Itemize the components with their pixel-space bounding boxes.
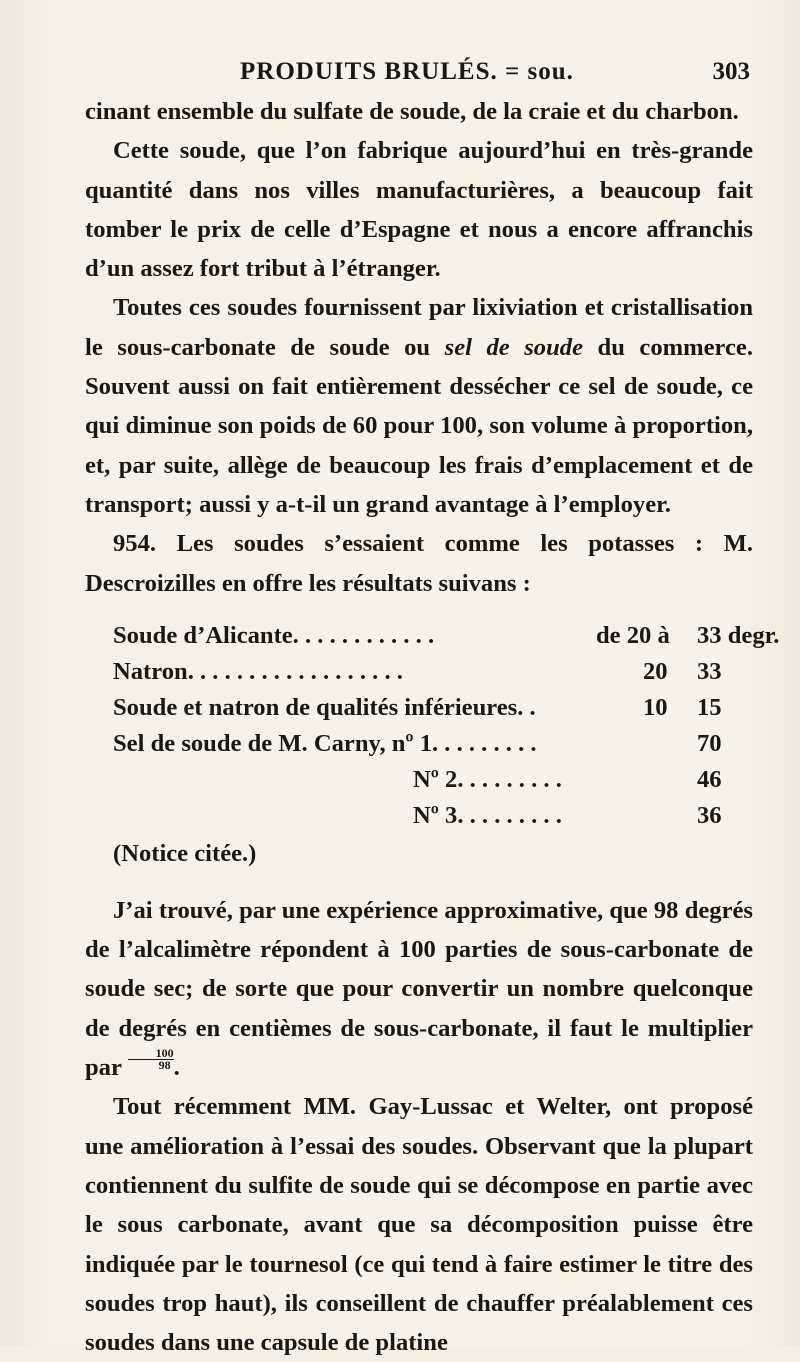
row-to: 33 [697, 657, 722, 685]
row-to: 70 [697, 729, 722, 757]
paragraph-3 [85, 288, 753, 524]
fraction-denominator: 98 [158, 1058, 171, 1073]
row-from: 10 [643, 693, 668, 721]
running-title: PRODUITS BRULÉS. = sou. [240, 58, 574, 85]
paragraph-1: cinant ensemble du sulfate de soude, de la craie et du charbon. [85, 98, 739, 125]
fraction [128, 1048, 174, 1071]
paragraph-5-end: . [173, 1054, 180, 1082]
paragraph-3-text-a: Toutes ces soudes fournissent par lixiviation et cristallisation le sous-carbonate de soude ou [85, 294, 753, 361]
row-label: Soude d’Alicante. . . . . . . . . . . . [113, 621, 435, 649]
row-label: Nº 2. . . . . . . . . [413, 765, 562, 793]
paragraph-3-text-b: du commerce. Souvent aussi on fait entièrement dessécher ce sel de soude, ce qui diminue son poids de 60 pour 100, son volume à proportion, et, par suite, allège de beaucoup les frais d’emplacement et de transport; aussi y a-t-il un grand avantage à l’employer. [85, 333, 753, 518]
row-label: Soude et natron de qualités inférieures. . [113, 693, 536, 721]
page-body [85, 92, 780, 1362]
paragraph-3-emphasis: sel de soude [444, 333, 583, 361]
row-from: de 20 à [596, 621, 670, 649]
row-label: Natron. . . . . . . . . . . . . . . . . . [113, 657, 403, 685]
paragraph-2: Cette soude, que l’on fabrique aujourd’hui en très-grande quantité dans nos villes manufacturières, a beaucoup fait tomber le prix de celle d’Espagne et nous a encore affranchis d’un assez fort tribut à l’étranger. [85, 137, 753, 283]
results-table [85, 616, 780, 871]
page-number: 303 [712, 58, 750, 85]
fraction-numerator: 100 [128, 1048, 174, 1060]
paragraph-5-text: J’ai trouvé, par une expérience approximative, que 98 degrés de l’alcalimètre répondent à 100 parties de sous-carbonate de soude sec; de sorte que pour convertir un nombre quelconque de degrés en centièmes de sous-carbonate, il faut le multiplier par [85, 896, 753, 1082]
row-to: 15 [697, 693, 722, 721]
paragraph-4: 954. Les soudes s’essaient comme les potasses : M. Descroizilles en offre les résultats suivans : [85, 530, 753, 597]
row-to: 36 [697, 801, 722, 829]
paragraph-6: Tout récemment MM. Gay-Lussac et Welter, ont proposé une amélioration à l’essai des soudes. Observant que la plupart contiennent du sulfite de soude qui se décompose en partie avec le sous carbonate, avant que sa décomposition puisse être indiquée par le tournesol (ce qui tend à faire estimer le titre des soudes trop haut), ils conseillent de chauffer préalablement ces soudes dans une capsule de platine [85, 1093, 753, 1357]
paragraph-5 [85, 891, 753, 1087]
row-label: Nº 3. . . . . . . . . [413, 801, 562, 829]
row-to: 33 degr. [697, 621, 780, 649]
row-to: 46 [697, 765, 722, 793]
table-source-note: (Notice citée.) [113, 839, 257, 867]
row-from: 20 [643, 657, 668, 685]
row-label: Sel de soude de M. Carny, nº 1. . . . . . . . . [113, 729, 537, 757]
